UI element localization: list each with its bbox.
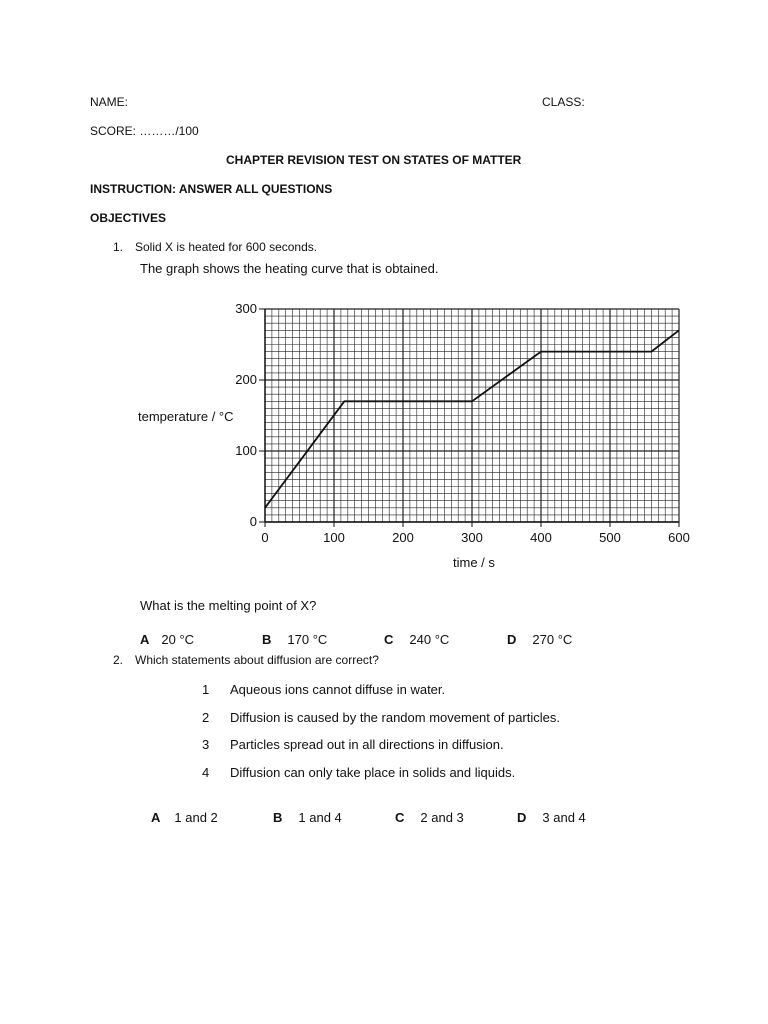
y-tick-label: 100 bbox=[235, 443, 257, 458]
x-tick-label: 400 bbox=[530, 530, 552, 545]
section-heading: OBJECTIVES bbox=[90, 211, 167, 225]
option-letter: D bbox=[507, 632, 517, 647]
option-text: 1 and 2 bbox=[174, 810, 218, 825]
option-letter: D bbox=[517, 810, 527, 825]
q1-number: 1. bbox=[113, 240, 124, 254]
q2-statement-num: 3 bbox=[202, 737, 210, 752]
q2-option-b[interactable] bbox=[273, 810, 342, 825]
option-text: 1 and 4 bbox=[298, 810, 342, 825]
instruction: INSTRUCTION: ANSWER ALL QUESTIONS bbox=[90, 182, 333, 196]
q1-option-b[interactable] bbox=[262, 632, 327, 647]
x-tick-label: 600 bbox=[668, 530, 690, 545]
chart-grid bbox=[265, 309, 679, 522]
q2-option-d[interactable] bbox=[517, 810, 586, 825]
q2-option-a[interactable] bbox=[151, 810, 218, 825]
option-letter: A bbox=[151, 810, 161, 825]
document-title: CHAPTER REVISION TEST ON STATES OF MATTER bbox=[226, 153, 522, 167]
y-tick-label: 200 bbox=[235, 372, 257, 387]
option-letter: A bbox=[140, 632, 150, 647]
q2-statement-text: Particles spread out in all directions in diffusion. bbox=[230, 737, 504, 752]
q2-stem: Which statements about diffusion are correct? bbox=[135, 653, 379, 667]
option-text: 270 °C bbox=[532, 632, 573, 647]
q1-stem: Solid X is heated for 600 seconds. bbox=[135, 240, 318, 254]
q2-option-c[interactable] bbox=[395, 810, 464, 825]
option-letter: B bbox=[273, 810, 283, 825]
y-tick-label: 300 bbox=[235, 301, 257, 316]
x-axis-label: time / s bbox=[453, 555, 495, 570]
x-tick-label: 500 bbox=[599, 530, 621, 545]
option-text: 3 and 4 bbox=[542, 810, 586, 825]
option-text: 240 °C bbox=[409, 632, 450, 647]
option-letter: C bbox=[395, 810, 405, 825]
q1-option-a[interactable] bbox=[140, 632, 194, 647]
q1-graph-caption: The graph shows the heating curve that is obtained. bbox=[140, 261, 439, 276]
q2-statement-num: 2 bbox=[202, 710, 210, 725]
option-text: 20 °C bbox=[161, 632, 195, 647]
option-letter: C bbox=[384, 632, 394, 647]
score-label: SCORE: ………/100 bbox=[90, 124, 199, 138]
q1-question: What is the melting point of X? bbox=[140, 598, 317, 613]
q2-number: 2. bbox=[113, 653, 124, 667]
x-tick-label: 200 bbox=[392, 530, 414, 545]
q1-option-c[interactable] bbox=[384, 632, 449, 647]
q2-statement-num: 1 bbox=[202, 682, 210, 697]
option-text: 2 and 3 bbox=[420, 810, 464, 825]
y-axis-label: temperature / °C bbox=[138, 409, 234, 424]
y-tick-label: 0 bbox=[249, 514, 257, 529]
q1-option-d[interactable] bbox=[507, 632, 572, 647]
name-label: NAME: bbox=[90, 95, 129, 109]
option-letter: B bbox=[262, 632, 272, 647]
q2-statement-text: Aqueous ions cannot diffuse in water. bbox=[230, 682, 446, 697]
x-tick-label: 300 bbox=[461, 530, 483, 545]
q2-statement-text: Diffusion is caused by the random movement of particles. bbox=[230, 710, 560, 725]
q2-statement-text: Diffusion can only take place in solids and liquids. bbox=[230, 765, 516, 780]
x-tick-label: 100 bbox=[323, 530, 345, 545]
class-label: CLASS: bbox=[542, 95, 585, 109]
x-tick-label: 0 bbox=[261, 530, 269, 545]
q2-statement-num: 4 bbox=[202, 765, 210, 780]
option-text: 170 °C bbox=[287, 632, 328, 647]
